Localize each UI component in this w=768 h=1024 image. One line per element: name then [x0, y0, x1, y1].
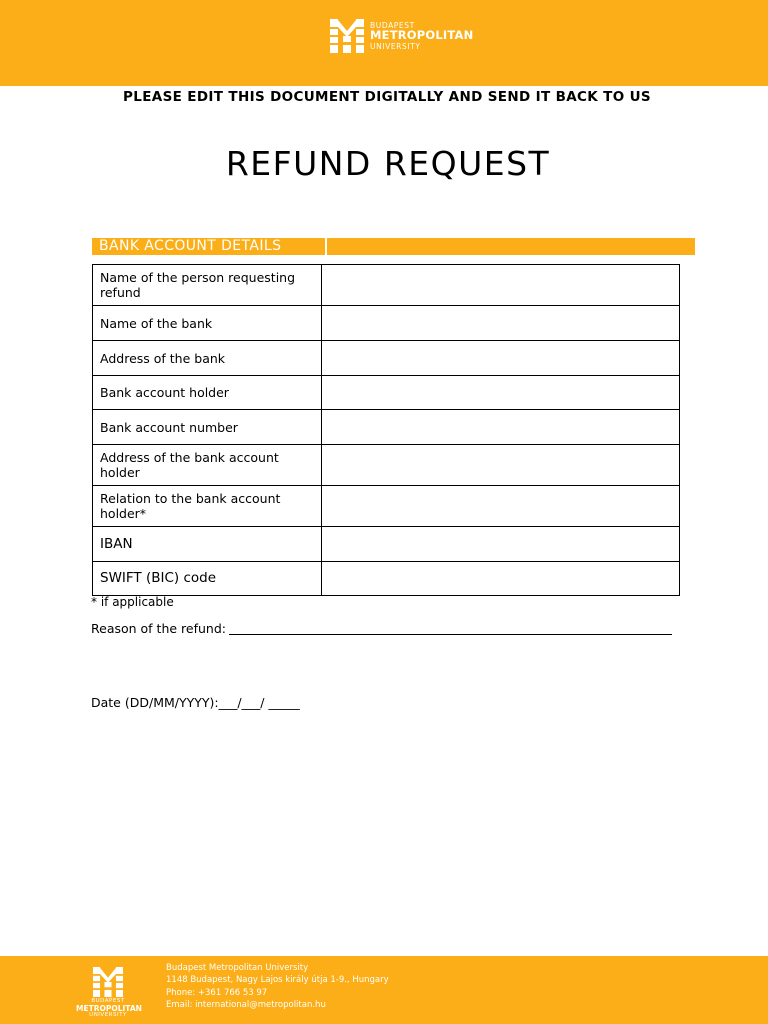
header-logo-text	[370, 22, 473, 51]
iban-field[interactable]	[322, 527, 680, 562]
table-row	[93, 445, 680, 486]
bank-address-field[interactable]	[322, 341, 680, 376]
logo-line-3: UNIVERSITY	[370, 41, 421, 51]
table-row	[93, 265, 680, 306]
footer-logo-line-2: METROPOLITAN	[76, 1003, 142, 1013]
table-row	[93, 376, 680, 410]
footer-institution: Budapest Metropolitan University	[166, 963, 309, 973]
footer-logo-line-1: BUDAPEST	[91, 998, 125, 1004]
field-label: Bank account holder	[93, 376, 322, 410]
holder-relation-field[interactable]	[322, 486, 680, 527]
footer-phone: Phone: +361 766 53 97	[166, 987, 268, 998]
account-holder-field[interactable]	[322, 376, 680, 410]
page-title: REFUND REQUEST	[225, 144, 551, 183]
table-row	[93, 486, 680, 527]
table-row	[93, 562, 680, 596]
reason-input-line[interactable]	[229, 623, 672, 635]
reason-row	[91, 621, 672, 636]
field-label: IBAN	[93, 527, 322, 562]
table-row	[93, 410, 680, 445]
field-label: SWIFT (BIC) code	[93, 562, 322, 596]
footnote: * if applicable	[91, 595, 174, 609]
reason-label: Reason of the refund:	[91, 621, 226, 636]
logo-line-2: METROPOLITAN	[370, 28, 474, 43]
bank-name-field[interactable]	[322, 306, 680, 341]
table-row	[93, 306, 680, 341]
account-number-field[interactable]	[322, 410, 680, 445]
date-field[interactable]: Date (DD/MM/YYYY):___/___/ _____	[91, 695, 300, 710]
section-bar-divider	[325, 238, 327, 255]
footer-address: 1148 Budapest, Nagy Lajos király útja 1-9., Hungary	[166, 975, 389, 986]
footer-logo	[76, 967, 140, 1018]
footer-contact-info	[166, 962, 389, 1011]
holder-address-field[interactable]	[322, 445, 680, 486]
field-label: Address of the bank	[93, 341, 322, 376]
metropolitan-logo-icon	[330, 19, 364, 53]
footer-logo-line-3: UNIVERSITY	[89, 1011, 127, 1018]
metropolitan-logo-icon	[93, 967, 123, 997]
bank-details-table	[92, 264, 680, 596]
logo-line-1: BUDAPEST	[370, 20, 415, 30]
table-row	[93, 527, 680, 562]
footer-email: Email: international@metropolitan.hu	[166, 999, 326, 1010]
field-label: Name of the person requesting refund	[93, 265, 322, 306]
field-label: Address of the bank account holder	[93, 445, 322, 486]
requester-name-field[interactable]	[322, 265, 680, 306]
swift-code-field[interactable]	[322, 562, 680, 596]
header-logo	[330, 19, 473, 53]
edit-notice: PLEASE EDIT THIS DOCUMENT DIGITALLY AND SEND IT BACK TO US	[123, 89, 651, 105]
field-label: Bank account number	[93, 410, 322, 445]
table-row	[93, 341, 680, 376]
field-label: Relation to the bank account holder*	[93, 486, 322, 527]
field-label: Name of the bank	[93, 306, 322, 341]
section-title: BANK ACCOUNT DETAILS	[99, 238, 282, 254]
